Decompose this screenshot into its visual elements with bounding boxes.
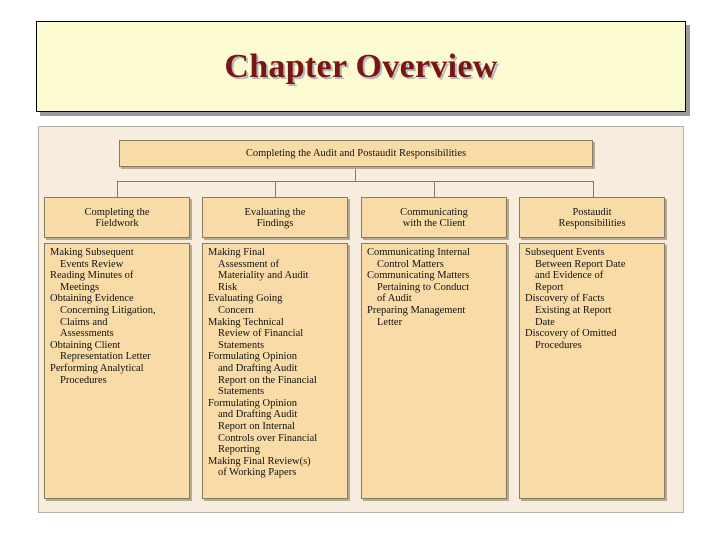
- connector-horizontal: [117, 181, 594, 182]
- branch-list-completing-fieldwork: [44, 243, 190, 499]
- list-item: Discovery of Facts Existing at Report Date: [525, 293, 612, 328]
- branch-list-postaudit-responsibilities: [519, 243, 665, 499]
- branch-heading-completing-fieldwork: Completing the Fieldwork: [44, 197, 190, 238]
- list-item: Making Final Review(s) of Working Papers: [208, 455, 311, 479]
- list-item: Evaluating Going Concern: [208, 293, 283, 316]
- list-item: Communicating Internal Control Matters: [367, 247, 470, 270]
- connector-branch-4: [593, 181, 594, 197]
- overview-diagram: [38, 126, 684, 513]
- list-item: Making Final Assessment of Materiality and Audit Risk: [208, 247, 309, 293]
- list-item: Preparing Management Letter: [367, 304, 466, 328]
- branch-list-evaluating-findings: [202, 243, 348, 499]
- list-item: Subsequent Events Between Report Date and Evidence of Report: [525, 247, 626, 293]
- list-item: Making Subsequent Events Review: [50, 247, 134, 270]
- connector-branch-1: [117, 181, 118, 197]
- title-box: [36, 21, 686, 112]
- branch-heading-evaluating-findings: Evaluating the Findings: [202, 197, 348, 238]
- list-item: Performing Analytical Procedures: [50, 362, 144, 386]
- list-item: Reading Minutes of Meetings: [50, 270, 134, 293]
- list-item: Making Technical Review of Financial Statements: [208, 316, 304, 351]
- connector-branch-3: [434, 181, 435, 197]
- connector-root-stem: [355, 167, 356, 181]
- branch-list-communicating-client: [361, 243, 507, 499]
- root-box: Completing the Audit and Postaudit Responsibilities: [119, 140, 593, 167]
- branch-heading-postaudit-responsibilities: Postaudit Responsibilities: [519, 197, 665, 238]
- list-item: Formulating Opinion and Drafting Audit Report on the Financial Statements: [208, 351, 317, 398]
- slide-title: Chapter Overview: [224, 47, 498, 85]
- list-item: Formulating Opinion and Drafting Audit Report on Internal Controls over Financial Reporting: [208, 397, 318, 456]
- list-item: Obtaining Evidence Concerning Litigation, Claims and Assessments: [50, 293, 156, 340]
- list-item: Obtaining Client Representation Letter: [50, 339, 151, 363]
- branch-heading-communicating-client: Communicating with the Client: [361, 197, 507, 238]
- list-item: Discovery of Omitted Procedures: [525, 328, 617, 351]
- connector-branch-2: [275, 181, 276, 197]
- list-item: Communicating Matters Pertaining to Conduct of Audit: [367, 270, 470, 305]
